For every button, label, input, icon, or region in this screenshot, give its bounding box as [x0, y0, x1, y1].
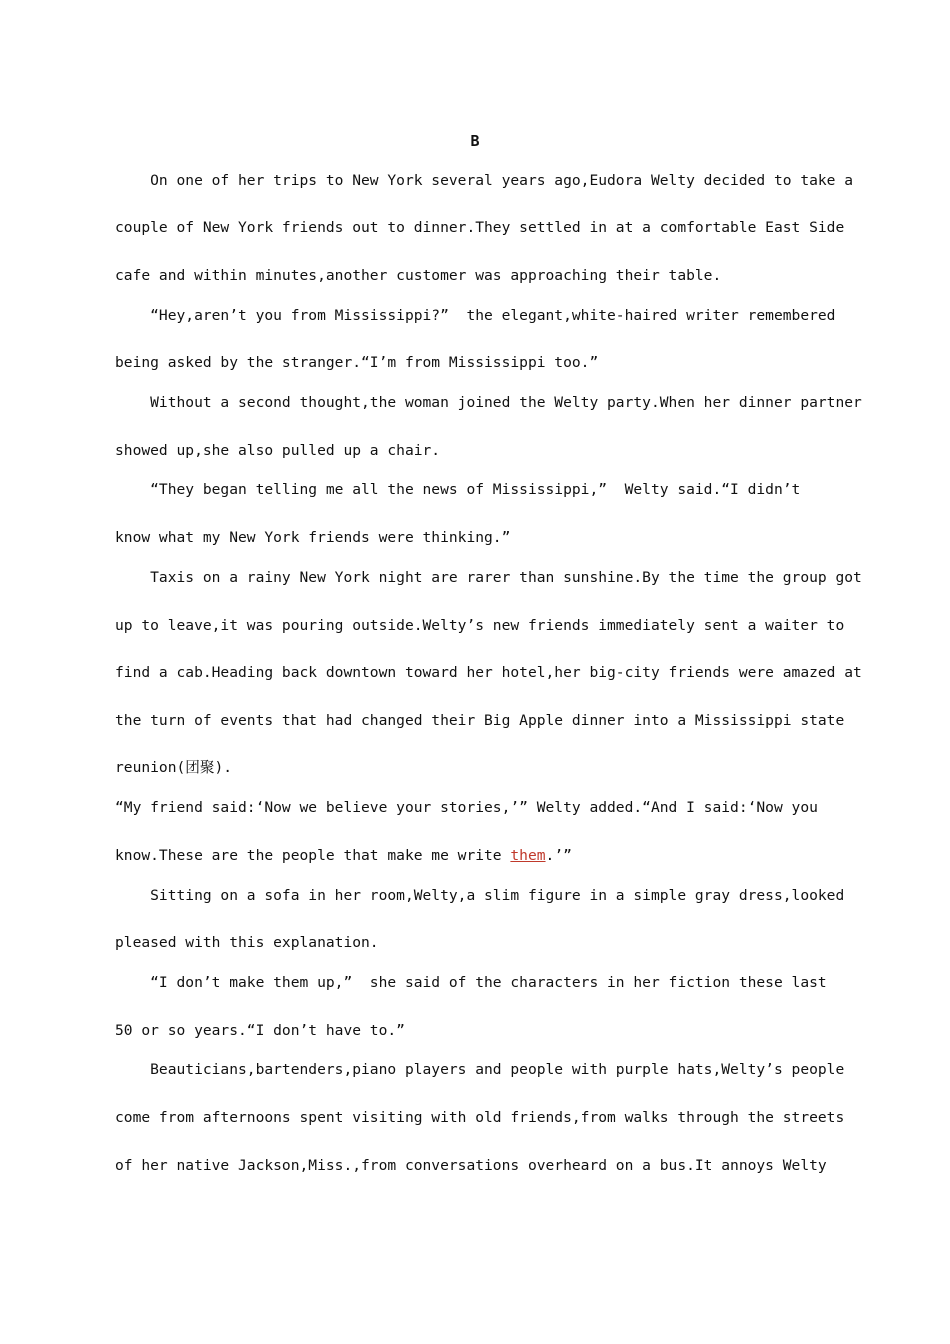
text-line: of her native Jackson,Miss.,from conversations overheard on a bus.It annoys Welty — [115, 1157, 827, 1174]
text-line: Sitting on a sofa in her room,Welty,a slim figure in a simple gray dress,looked — [115, 887, 845, 904]
text-line: find a cab.Heading back downtown toward her hotel,her big-city friends were amazed at — [115, 664, 862, 681]
text-line: cafe and within minutes,another customer was approaching their table. — [115, 267, 722, 284]
text-line: 50 or so years.“I don’t have to.” — [115, 1022, 405, 1039]
text-line — [115, 846, 572, 866]
text-line: “They began telling me all the news of Mississippi,” Welty said.“I didn’t — [115, 481, 801, 498]
text-line: pleased with this explanation. — [115, 934, 379, 951]
text-line: reunion(团聚). — [115, 759, 233, 776]
underlined-word: them — [510, 847, 546, 864]
section-heading: B — [470, 132, 480, 150]
text-line: come from afternoons spent visiting with old friends,from walks through the streets — [115, 1109, 845, 1126]
text-line: up to leave,it was pouring outside.Welty’s new friends immediately sent a waiter to — [115, 617, 845, 634]
text-line: Without a second thought,the woman joined the Welty party.When her dinner partner — [115, 394, 862, 411]
text-line: On one of her trips to New York several years ago,Eudora Welty decided to take a — [115, 172, 854, 189]
text-line: being asked by the stranger.“I’m from Mississippi too.” — [115, 354, 599, 371]
text-segment: know.These are the people that make me write — [115, 847, 511, 864]
text-line: showed up,she also pulled up a chair. — [115, 442, 441, 459]
text-line: Taxis on a rainy New York night are rarer than sunshine.By the time the group got — [115, 569, 862, 586]
text-line: know what my New York friends were thinking.” — [115, 529, 511, 546]
text-line: the turn of events that had changed their Big Apple dinner into a Mississippi state — [115, 712, 845, 729]
text-line: “My friend said:‘Now we believe your stories,’” Welty added.“And I said:‘Now you — [115, 799, 818, 816]
text-line: couple of New York friends out to dinner.They settled in at a comfortable East Side — [115, 219, 845, 236]
text-line: “I don’t make them up,” she said of the characters in her fiction these last — [115, 974, 827, 991]
text-line: Beauticians,bartenders,piano players and people with purple hats,Welty’s people — [115, 1061, 845, 1078]
text-segment: .’” — [545, 847, 572, 864]
text-line: “Hey,aren’t you from Mississippi?” the elegant,white-haired writer remembered — [115, 307, 836, 324]
